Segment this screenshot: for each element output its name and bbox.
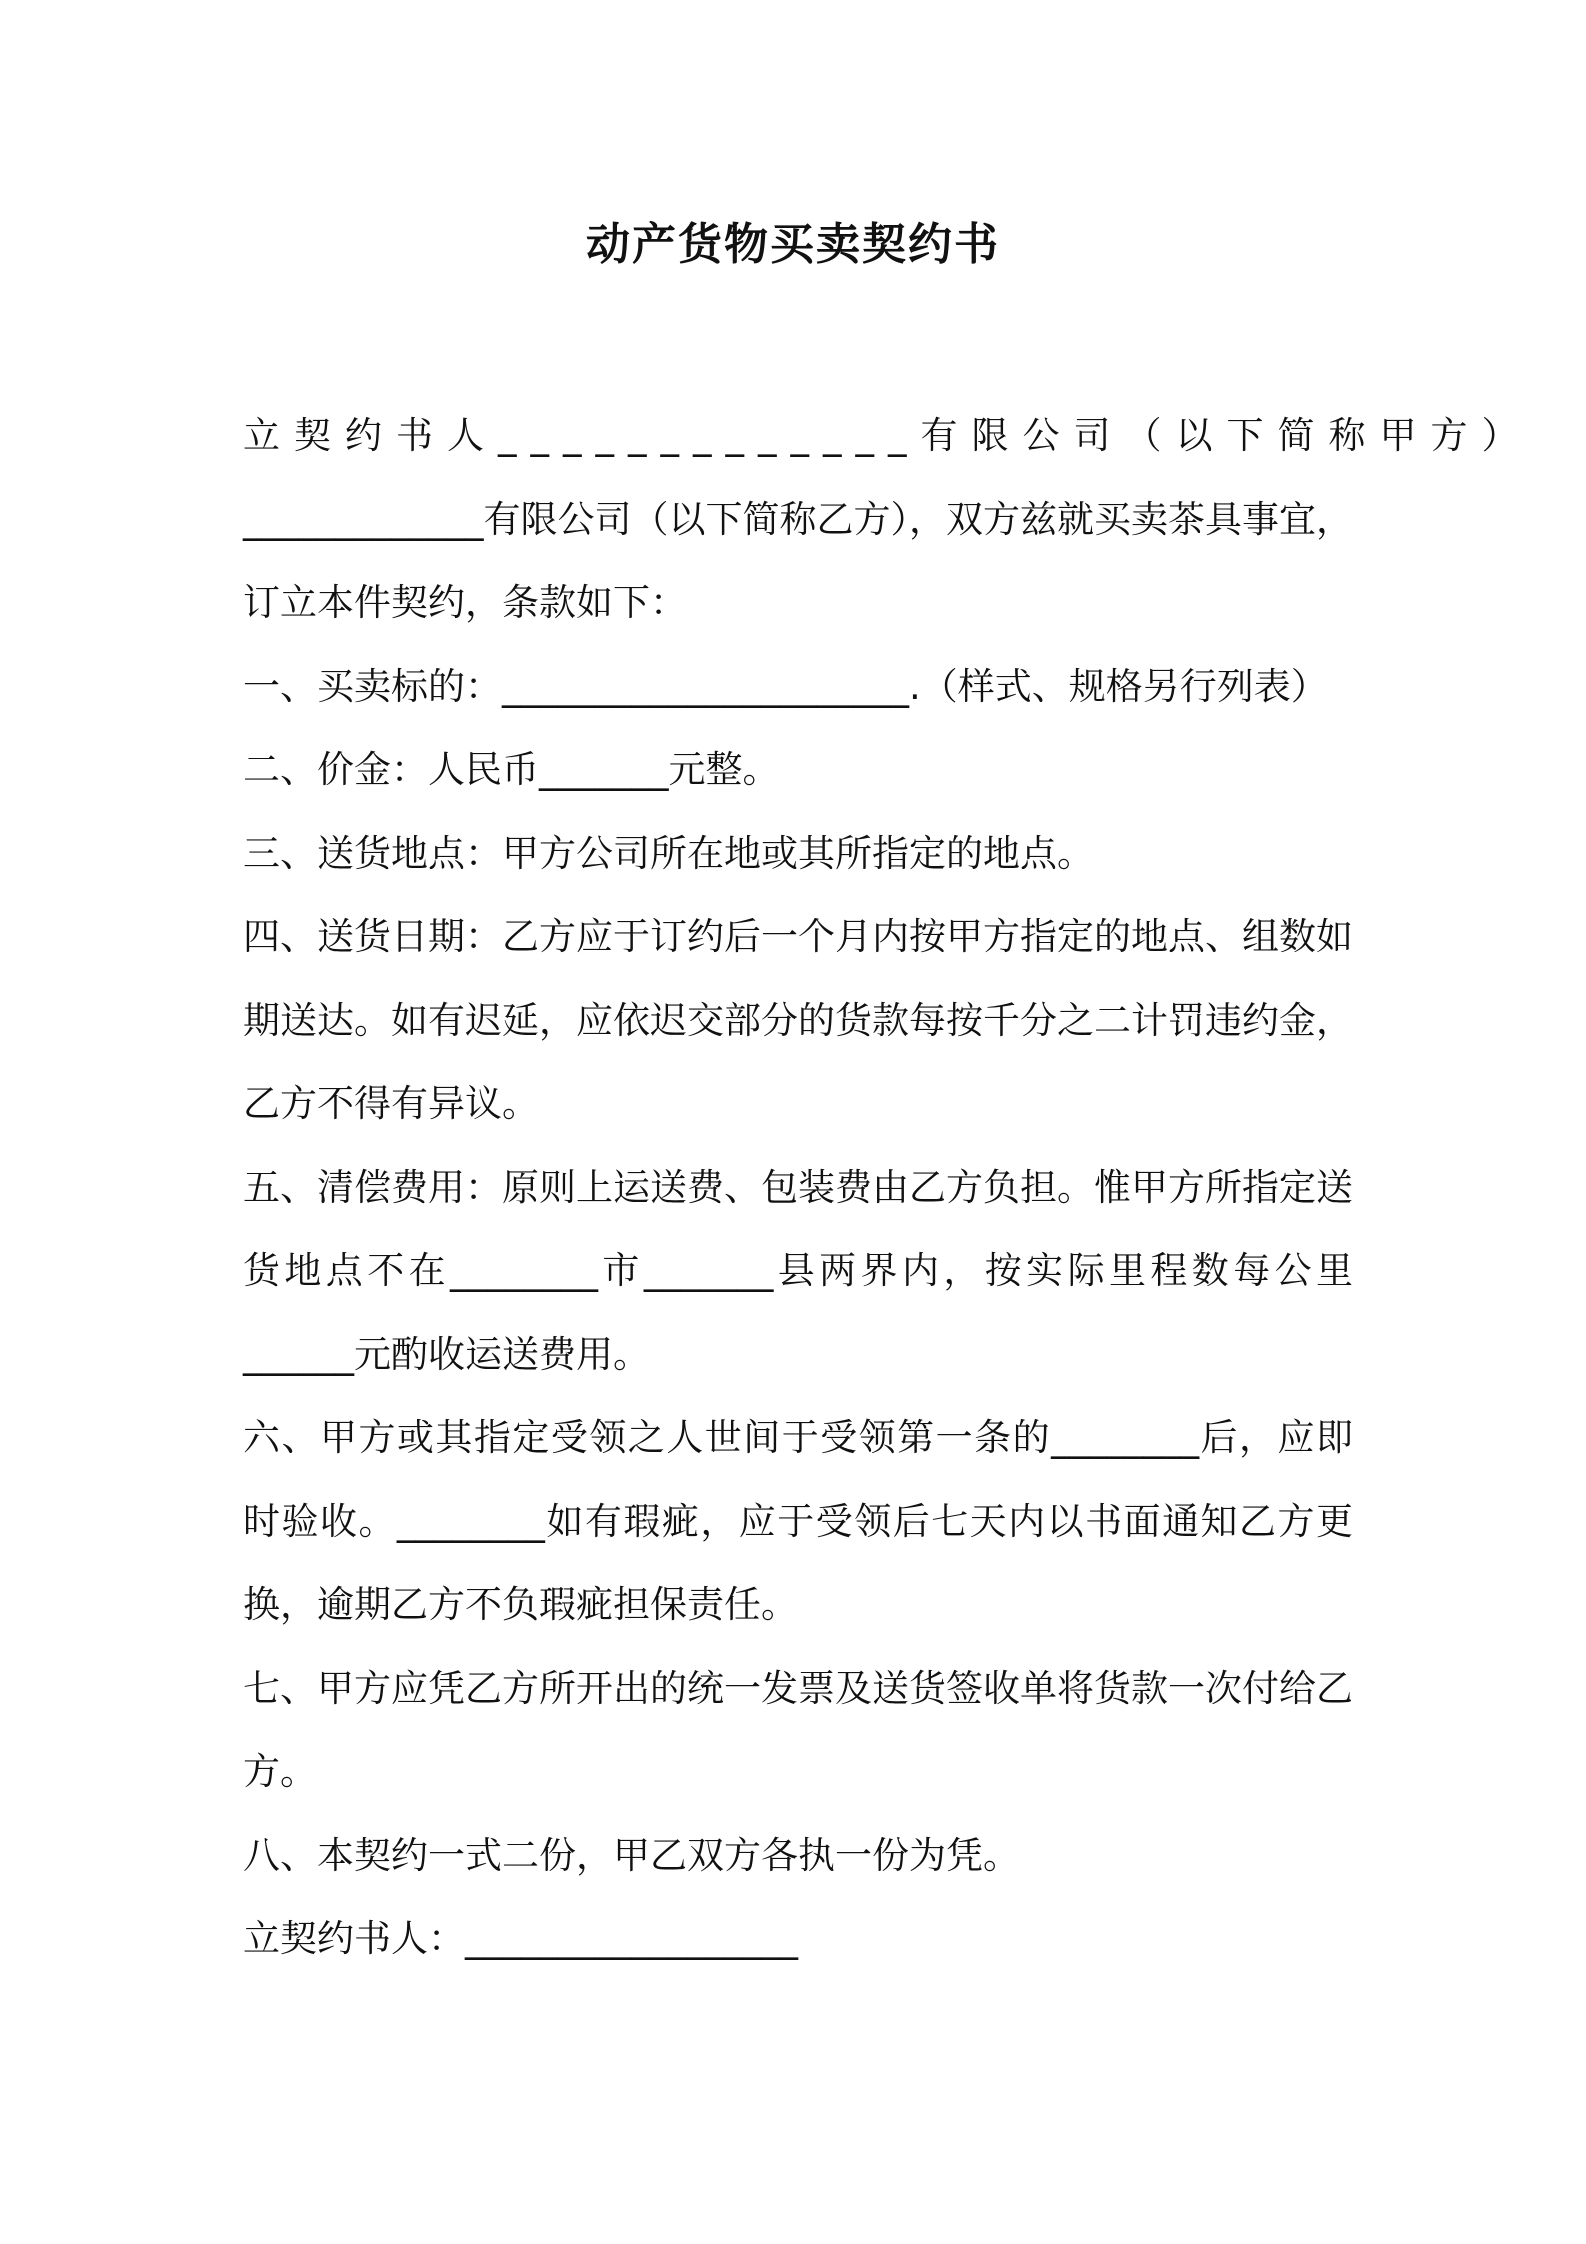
text-line: 三、送货地点：甲方公司所在地或其所指定的地点。	[243, 831, 1094, 875]
text-line: 订立本件契约，条款如下：	[243, 581, 687, 624]
text-line: ______元酌收运送费用。	[243, 1332, 650, 1376]
text-line: 六、甲方或其指定受领之人世间于受领第一条的________后，应即	[243, 1416, 1353, 1459]
text-line: 七、甲方应凭乙方所开出的统一发票及送货签收单将货款一次付给乙	[243, 1666, 1353, 1710]
signature-line: 立契约书人：__________________	[243, 1917, 798, 1960]
text-line: 乙方不得有异议。	[243, 1082, 539, 1125]
text-line: 时验收。________如有瑕疵，应于受领后七天内以书面通知乙方更	[243, 1499, 1353, 1543]
document-title: 动产货物买卖契约书	[586, 219, 1000, 270]
text-line: 二、价金：人民币_______元整。	[243, 748, 780, 791]
text-line: 货地点不在________市_______县两界内，按实际里程数每公里	[243, 1249, 1353, 1292]
text-line: _____________有限公司（以下简称乙方），双方兹就买卖茶具事宜，	[243, 497, 1353, 541]
text-line: 换，逾期乙方不负瑕疵担保责任。	[243, 1583, 798, 1626]
contract-body	[243, 406, 1533, 1993]
text-line: 立契约书人_____________有限公司（以下简称甲方）	[243, 414, 1533, 457]
text-line: 方。	[243, 1750, 317, 1793]
text-line: 一、买卖标的：______________________.（样式、规格另行列表）	[243, 664, 1328, 708]
text-line: 期送达。如有迟延，应依迟交部分的货款每按千分之二计罚违约金，	[243, 998, 1353, 1042]
text-line: 五、清偿费用：原则上运送费、包装费由乙方负担。惟甲方所指定送	[243, 1165, 1353, 1209]
text-line: 八、本契约一式二份，甲乙双方各执一份为凭。	[243, 1833, 1020, 1877]
text-line: 四、送货日期：乙方应于订约后一个月内按甲方指定的地点、组数如	[243, 915, 1353, 958]
